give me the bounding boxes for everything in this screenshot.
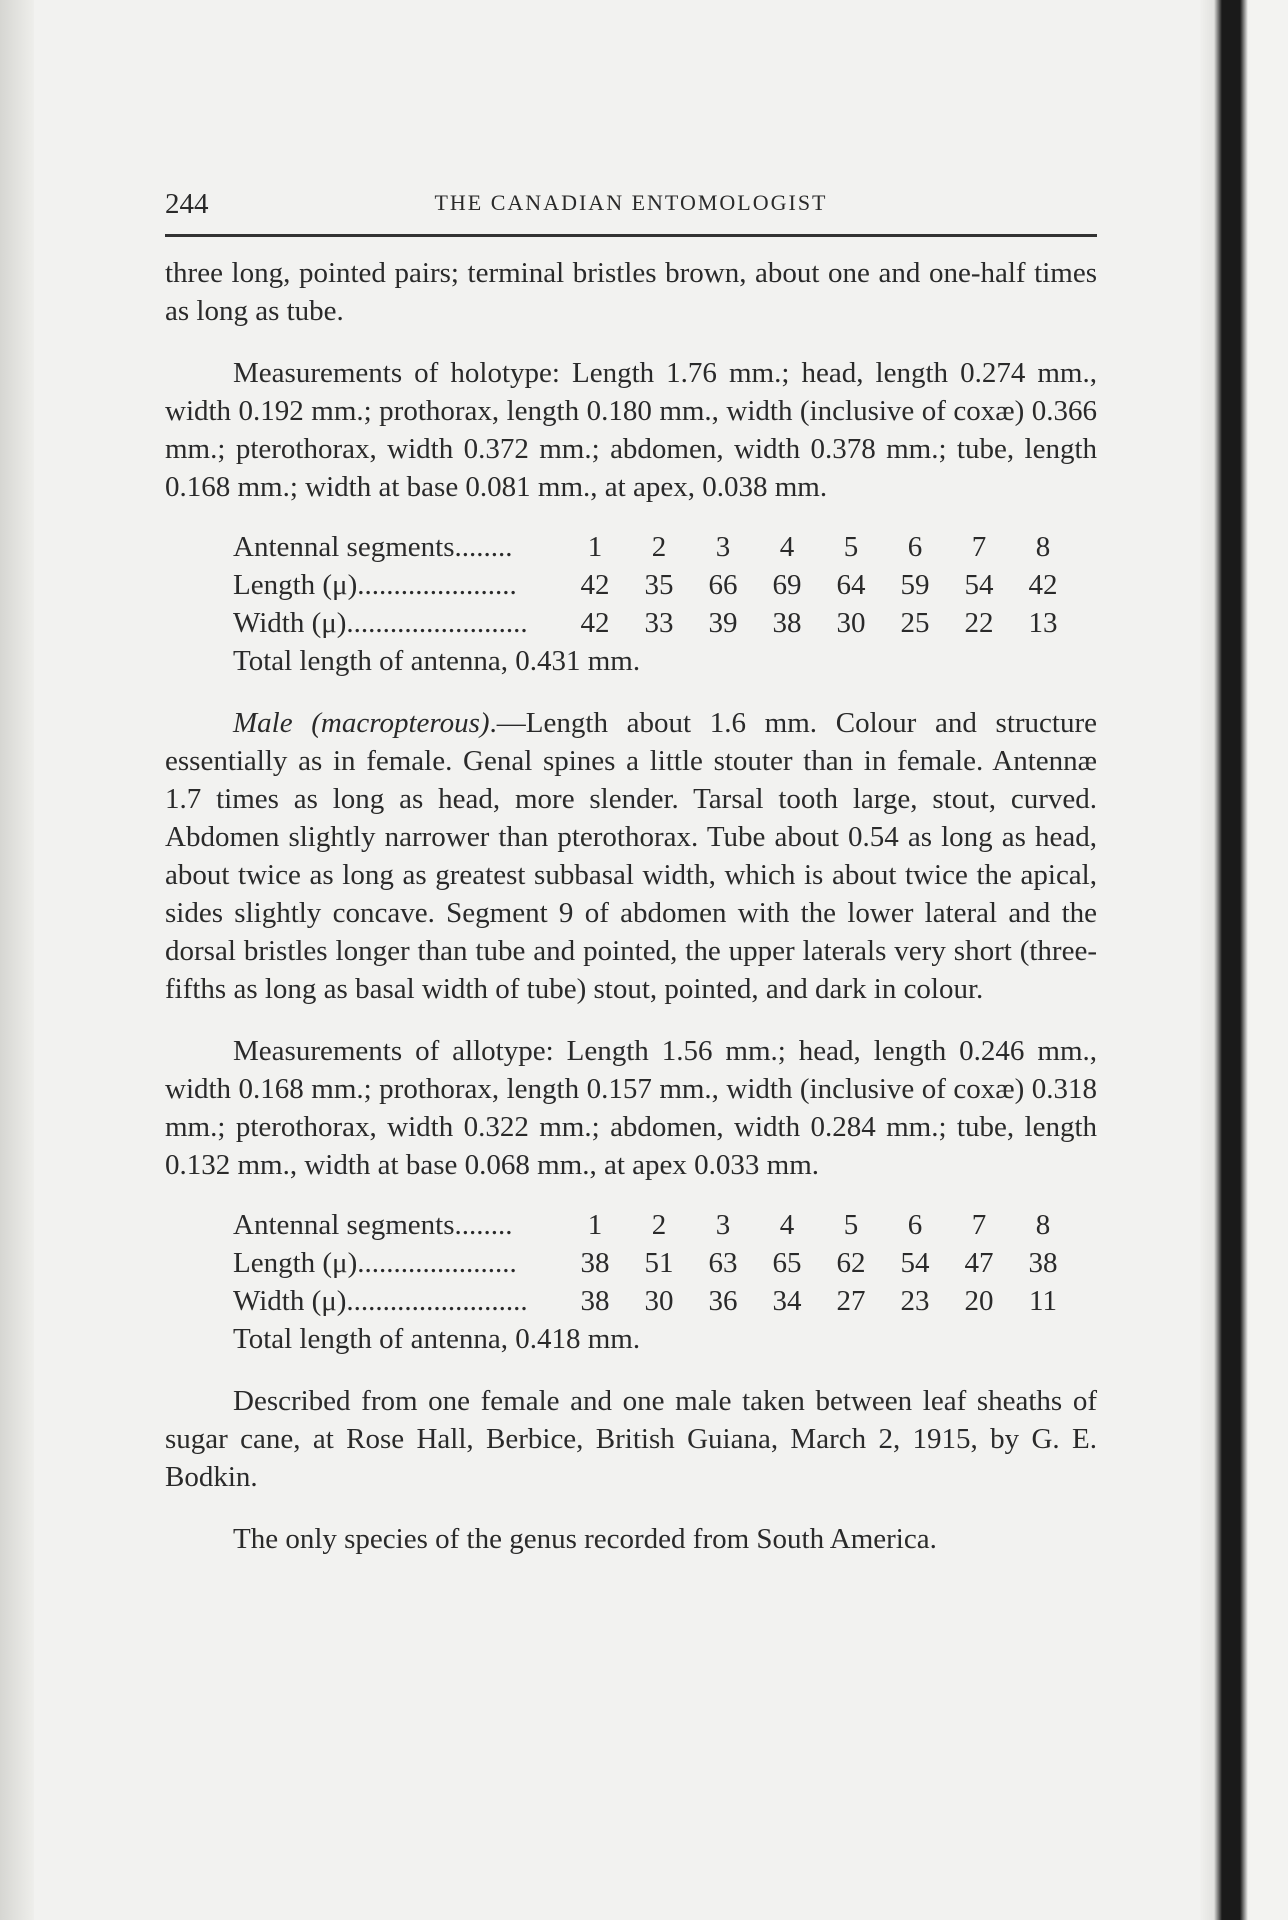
- cell: 11: [1029, 1285, 1057, 1317]
- paragraph-distribution-note: The only species of the genus recorded from South America.: [233, 1523, 937, 1555]
- paragraph-allotype-measurements: Measurements of allotype: Length 1.56 mm.; head, length 0.246 mm., width 0.168 mm.; prothorax, length 0.157 mm., width (inclusive of coxæ) 0.318 mm.; pterothorax, width 0.322 mm.; abdomen, width 0.284 mm.; tube, length 0.132 mm., width at base 0.068 mm., at apex 0.033 mm.: [165, 1035, 1097, 1181]
- cell: 42: [580, 569, 610, 601]
- cell: 7: [971, 531, 987, 563]
- cell: 2: [651, 531, 667, 563]
- cell: 5: [843, 1209, 859, 1241]
- cell: 30: [644, 1285, 674, 1317]
- cell: 2: [651, 1209, 667, 1241]
- cell: 39: [708, 607, 738, 639]
- antenna-total-holotype: Total length of antenna, 0.431 mm.: [233, 645, 641, 677]
- table-row: [233, 566, 1075, 604]
- cell: 23: [900, 1285, 930, 1317]
- page-header: [165, 188, 1097, 228]
- row-label: Width (μ).........................: [233, 607, 528, 639]
- paragraph-holotype-measurements: Measurements of holotype: Length 1.76 mm.; head, length 0.274 mm., width 0.192 mm.; prothorax, length 0.180 mm., width (inclusive of coxæ) 0.366 mm.; pterothorax, width 0.372 mm.; abdomen, width 0.378 mm.; tube, length 0.168 mm.; width at base 0.081 mm., at apex, 0.038 mm.: [165, 357, 1097, 503]
- cell: 6: [907, 1209, 923, 1241]
- cell: 47: [964, 1247, 994, 1279]
- cell: 4: [779, 531, 795, 563]
- cell: 64: [836, 569, 866, 601]
- paragraph-continuation: three long, pointed pairs; terminal bristles brown, about one and one-half times as long as tube.: [165, 257, 1097, 327]
- row-label: Width (μ).........................: [233, 1285, 528, 1317]
- cell: 7: [971, 1209, 987, 1241]
- header-rule: [165, 234, 1097, 237]
- cell: 8: [1035, 531, 1051, 563]
- cell: 38: [1028, 1247, 1058, 1279]
- cell: 6: [907, 531, 923, 563]
- cell: 38: [580, 1247, 610, 1279]
- cell: 51: [644, 1247, 674, 1279]
- cell: 63: [708, 1247, 738, 1279]
- cell: 1: [587, 1209, 603, 1241]
- cell: 42: [1028, 569, 1058, 601]
- table-row: [233, 1244, 1075, 1282]
- antenna-table-allotype: [233, 1206, 1075, 1320]
- cell: 4: [779, 1209, 795, 1241]
- table-row: [233, 1282, 1075, 1320]
- cell: 42: [580, 607, 610, 639]
- cell: 22: [964, 607, 994, 639]
- cell: 54: [900, 1247, 930, 1279]
- table-row: [233, 1206, 1075, 1244]
- scan-left-edge: [0, 0, 34, 1920]
- cell: 30: [836, 607, 866, 639]
- cell: 59: [900, 569, 930, 601]
- cell: 65: [772, 1247, 802, 1279]
- cell: 69: [772, 569, 802, 601]
- cell: 25: [900, 607, 930, 639]
- antenna-total-allotype: Total length of antenna, 0.418 mm.: [233, 1323, 641, 1355]
- cell: 20: [964, 1285, 994, 1317]
- cell: 54: [964, 569, 994, 601]
- cell: 3: [715, 531, 731, 563]
- cell: 36: [708, 1285, 738, 1317]
- row-label: Length (μ)......................: [233, 1247, 517, 1279]
- table-row: [233, 528, 1075, 566]
- cell: 3: [715, 1209, 731, 1241]
- cell: 38: [580, 1285, 610, 1317]
- male-heading: Male (macropterous): [233, 707, 490, 739]
- table-row: [233, 604, 1075, 642]
- row-label: Antennal segments........: [233, 531, 513, 563]
- running-title: THE CANADIAN ENTOMOLOGIST: [434, 190, 828, 215]
- cell: 66: [708, 569, 738, 601]
- antenna-table-holotype: [233, 528, 1075, 642]
- cell: 1: [587, 531, 603, 563]
- row-label: Length (μ)......................: [233, 569, 517, 601]
- paragraph-male-description: [165, 704, 1097, 1008]
- cell: 13: [1028, 607, 1058, 639]
- cell: 8: [1035, 1209, 1051, 1241]
- cell: 38: [772, 607, 802, 639]
- cell: 62: [836, 1247, 866, 1279]
- cell: 33: [644, 607, 674, 639]
- cell: 27: [836, 1285, 866, 1317]
- cell: 34: [772, 1285, 802, 1317]
- scan-right-edge: [1200, 0, 1288, 1920]
- cell: 5: [843, 531, 859, 563]
- row-label: Antennal segments........: [233, 1209, 513, 1241]
- page-number: 244: [165, 188, 209, 220]
- page-body: [165, 254, 1097, 1558]
- cell: 35: [644, 569, 674, 601]
- paragraph-collection-data: Described from one female and one male taken between leaf sheaths of sugar cane, at Rose Hall, Berbice, British Guiana, March 2, 1915, by G. E. Bodkin.: [165, 1385, 1097, 1493]
- male-description-text: .—Length about 1.6 mm. Colour and structure essentially as in female. Genal spines a little stouter than in female. Antennæ 1.7 times as long as head, more slender. Tarsal tooth large, stout, curved. Abdomen slightly narrower than pterothorax. Tube about 0.54 as long as head, about twice as long as greatest subbasal width, which is about twice the apical, sides slightly concave. Segment 9 of abdomen with the lower lateral and the dorsal bristles longer than tube and pointed, the upper laterals very short (three-fifths as long as basal width of tube) stout, pointed, and dark in colour.: [165, 707, 1097, 1005]
